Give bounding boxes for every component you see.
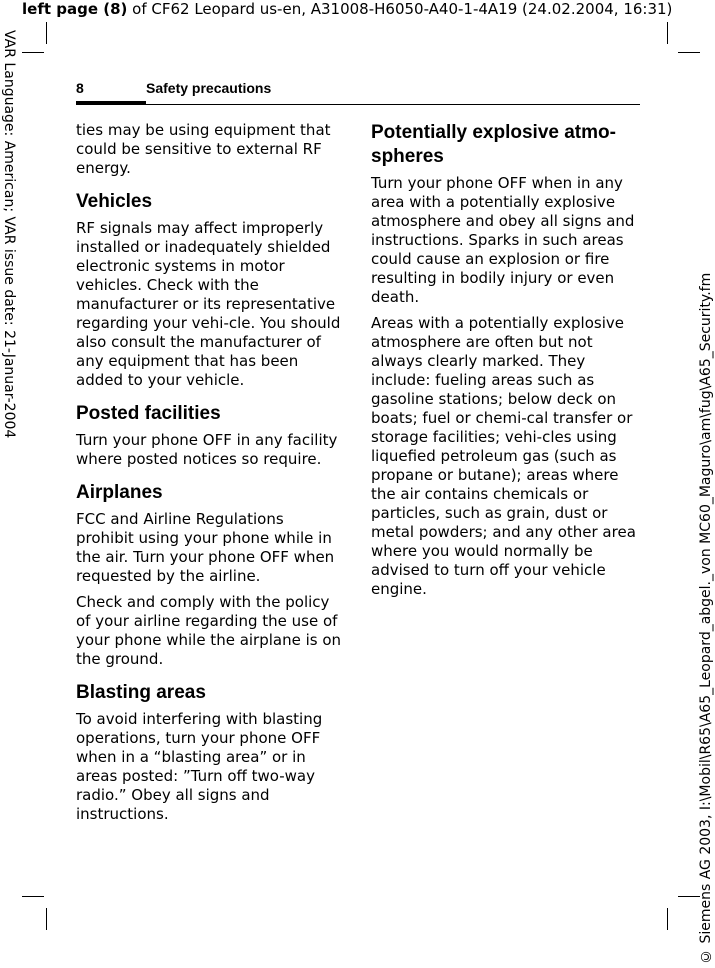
blasting-areas-heading: Blasting areas <box>76 682 206 703</box>
vehicles-heading: Vehicles <box>76 191 153 212</box>
crop-mark-bottom-right-vertical <box>667 908 668 930</box>
crop-mark-top-left-horizontal <box>22 52 44 53</box>
crop-mark-top-right-horizontal <box>678 52 700 53</box>
header-rule-thick <box>76 101 146 105</box>
print-info-details: of CF62 Leopard us-en, A31008-H6050-A40-1-4A19 (24.02.2004, 16:31) <box>127 0 673 18</box>
posted-facilities-heading: Posted facilities <box>76 403 221 424</box>
vehicles-paragraph: RF signals may affect improperly installed or inadequately shielded electronic systems in motor vehicles. Check with the manufacturer or its representative regarding your vehi-cle. You should also consult the manufacturer of any equipment that has been added to your vehicle. <box>76 219 341 389</box>
airplanes-paragraph-2: Check and comply with the policy of your airline regarding the use of your phone while the airplane is on the ground. <box>76 593 342 668</box>
explosive-atmospheres-heading: Potentially explosive atmo-spheres <box>371 122 616 167</box>
right-column <box>371 121 639 606</box>
running-header-title: Safety precautions <box>146 80 272 96</box>
side-note-right: © Siemens AG 2003, I:\Mobil\R65\A65_Leopard_abgel._von MC60_Maguro\am\fug\A65_Security.fm <box>698 272 714 964</box>
explosive-atmospheres-paragraph-1: Turn your phone OFF when in any area with a potentially explosive atmosphere and obey all signs and instructions. Sparks in such areas could cause an explosion or fire resulting in bodily injury or even death. <box>371 174 635 306</box>
side-note-left: VAR Language: American; VAR issue date: 21-Januar-2004 <box>1 30 17 439</box>
blasting-areas-paragraph: To avoid interfering with blasting operations, turn your phone OFF when in a “blasting area” or in areas posted: ”Turn off two-way radio.” Obey all signs and instructions. <box>76 710 323 823</box>
posted-facilities-paragraph: Turn your phone OFF in any facility where posted notices so require. <box>76 431 338 468</box>
crop-mark-bottom-left-horizontal <box>22 896 44 897</box>
header-rule-thin <box>146 104 640 105</box>
airplanes-paragraph-1: FCC and Airline Regulations prohibit using your phone while in the air. Turn your phone OFF when requested by the airline. <box>76 510 335 585</box>
crop-mark-top-right-vertical <box>667 22 668 44</box>
left-column <box>76 121 344 831</box>
print-info-line <box>22 0 712 18</box>
crop-mark-bottom-left-vertical <box>46 908 47 930</box>
intro-paragraph: ties may be using equipment that could be sensitive to external RF energy. <box>76 121 331 177</box>
print-info-page: left page (8) <box>22 0 128 18</box>
airplanes-heading: Airplanes <box>76 482 163 503</box>
explosive-atmospheres-paragraph-2: Areas with a potentially explosive atmosphere are often but not always clearly marked. They include: fueling areas such as gasoline stations; below deck on boats; fuel or chemi-cal transfer or storage facilities; vehi-cles using liquefied petroleum gas (such as propane or butane); areas where the air contains chemicals or particles, such as grain, dust or metal powders; and any other area where you would normally be advised to turn off your vehicle engine. <box>371 314 636 598</box>
crop-mark-top-left-vertical <box>46 22 47 44</box>
page-number: 8 <box>76 80 84 96</box>
